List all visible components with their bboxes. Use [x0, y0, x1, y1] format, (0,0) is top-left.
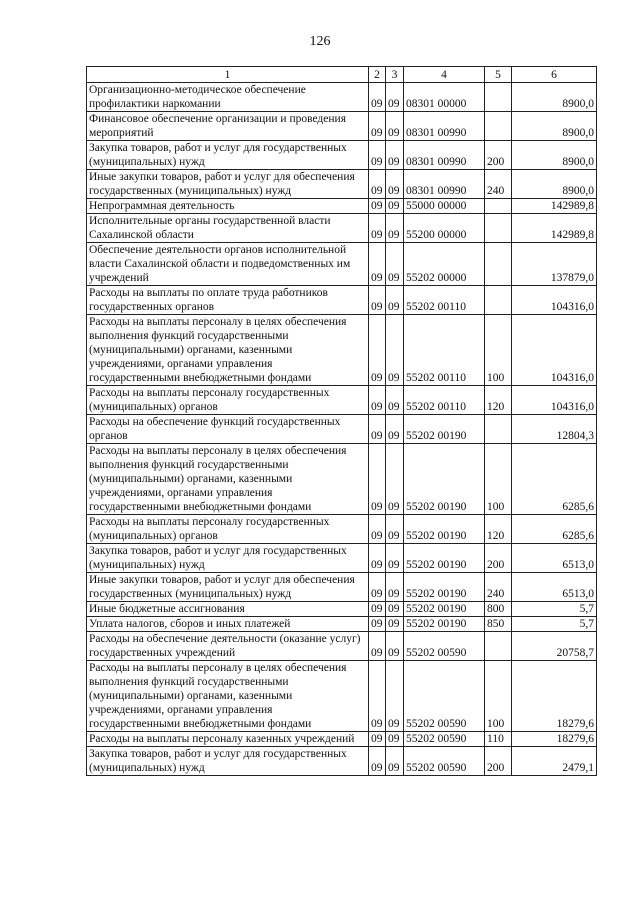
- expense-type-cell: 120: [485, 515, 512, 544]
- amount-cell: 104316,0: [512, 386, 597, 415]
- table-row: [87, 573, 597, 602]
- row-name-cell: Расходы на выплаты персоналу в целях обеспечения выполнения функций государственными (муниципальными) органами, казенными учреждениями, органами управления государственными внебюджетными фондами: [87, 315, 369, 386]
- row-name-cell: Организационно-методическое обеспечение профилактики наркомании: [87, 83, 369, 112]
- amount-cell: 8900,0: [512, 170, 597, 199]
- subsection-code-cell: 09: [386, 515, 404, 544]
- amount-cell: 8900,0: [512, 112, 597, 141]
- expense-type-cell: [485, 83, 512, 112]
- amount-cell: 104316,0: [512, 315, 597, 386]
- amount-cell: 18279,6: [512, 732, 597, 747]
- expense-type-cell: [485, 199, 512, 214]
- section-code-cell: 09: [369, 632, 386, 661]
- subsection-code-cell: 09: [386, 83, 404, 112]
- column-header: 2: [369, 67, 386, 83]
- section-code-cell: 09: [369, 544, 386, 573]
- expense-type-cell: 200: [485, 544, 512, 573]
- row-name-cell: Расходы на обеспечение деятельности (оказание услуг) государственных учреждений: [87, 632, 369, 661]
- target-code-cell: 55202 00190: [404, 444, 485, 515]
- target-code-cell: 55202 00190: [404, 573, 485, 602]
- subsection-code-cell: 09: [386, 199, 404, 214]
- target-code-cell: 55202 00590: [404, 661, 485, 732]
- subsection-code-cell: 09: [386, 243, 404, 286]
- target-code-cell: 08301 00990: [404, 141, 485, 170]
- expense-type-cell: 240: [485, 170, 512, 199]
- table-row: [87, 286, 597, 315]
- target-code-cell: 08301 00990: [404, 112, 485, 141]
- row-name-cell: Закупка товаров, работ и услуг для государственных (муниципальных) нужд: [87, 544, 369, 573]
- budget-table: [86, 66, 597, 776]
- page-number: 126: [309, 34, 331, 49]
- table-row: [87, 444, 597, 515]
- subsection-code-cell: 09: [386, 617, 404, 632]
- table-row: [87, 632, 597, 661]
- table-row: [87, 243, 597, 286]
- amount-cell: 142989,8: [512, 214, 597, 243]
- amount-cell: 104316,0: [512, 286, 597, 315]
- amount-cell: 12804,3: [512, 415, 597, 444]
- expense-type-cell: 100: [485, 444, 512, 515]
- subsection-code-cell: 09: [386, 732, 404, 747]
- row-name-cell: Закупка товаров, работ и услуг для государственных (муниципальных) нужд: [87, 141, 369, 170]
- table-row: [87, 170, 597, 199]
- table-row: [87, 515, 597, 544]
- expense-type-cell: 110: [485, 732, 512, 747]
- subsection-code-cell: 09: [386, 112, 404, 141]
- section-code-cell: 09: [369, 444, 386, 515]
- section-code-cell: 09: [369, 214, 386, 243]
- amount-cell: 137879,0: [512, 243, 597, 286]
- amount-cell: 5,7: [512, 617, 597, 632]
- amount-cell: 2479,1: [512, 747, 597, 776]
- row-name-cell: Обеспечение деятельности органов исполнительной власти Сахалинской области и подведомственных им учреждений: [87, 243, 369, 286]
- subsection-code-cell: 09: [386, 286, 404, 315]
- subsection-code-cell: 09: [386, 141, 404, 170]
- row-name-cell: Закупка товаров, работ и услуг для государственных (муниципальных) нужд: [87, 747, 369, 776]
- row-name-cell: Расходы на обеспечение функций государственных органов: [87, 415, 369, 444]
- row-name-cell: Расходы на выплаты по оплате труда работников государственных органов: [87, 286, 369, 315]
- subsection-code-cell: 09: [386, 444, 404, 515]
- section-code-cell: 09: [369, 573, 386, 602]
- expense-type-cell: 100: [485, 661, 512, 732]
- section-code-cell: 09: [369, 315, 386, 386]
- amount-cell: 6285,6: [512, 515, 597, 544]
- subsection-code-cell: 09: [386, 661, 404, 732]
- table-row: [87, 199, 597, 214]
- table-row: [87, 747, 597, 776]
- target-code-cell: 55202 00590: [404, 747, 485, 776]
- section-code-cell: 09: [369, 661, 386, 732]
- section-code-cell: 09: [369, 170, 386, 199]
- table-row: [87, 112, 597, 141]
- amount-cell: 142989,8: [512, 199, 597, 214]
- expense-type-cell: 200: [485, 747, 512, 776]
- amount-cell: 8900,0: [512, 83, 597, 112]
- amount-cell: 6513,0: [512, 544, 597, 573]
- column-header: 4: [404, 67, 485, 83]
- section-code-cell: 09: [369, 141, 386, 170]
- expense-type-cell: [485, 632, 512, 661]
- expense-type-cell: 800: [485, 602, 512, 617]
- row-name-cell: Иные закупки товаров, работ и услуг для обеспечения государственных (муниципальных) нужд: [87, 170, 369, 199]
- row-name-cell: Расходы на выплаты персоналу государственных (муниципальных) органов: [87, 515, 369, 544]
- row-name-cell: Иные закупки товаров, работ и услуг для обеспечения государственных (муниципальных) нужд: [87, 573, 369, 602]
- target-code-cell: 08301 00000: [404, 83, 485, 112]
- subsection-code-cell: 09: [386, 170, 404, 199]
- table-row: [87, 315, 597, 386]
- column-header: 3: [386, 67, 404, 83]
- expense-type-cell: [485, 243, 512, 286]
- table-row: [87, 617, 597, 632]
- column-header: 5: [485, 67, 512, 83]
- section-code-cell: 09: [369, 83, 386, 112]
- section-code-cell: 09: [369, 415, 386, 444]
- target-code-cell: 55202 00590: [404, 632, 485, 661]
- target-code-cell: 55202 00590: [404, 732, 485, 747]
- subsection-code-cell: 09: [386, 415, 404, 444]
- subsection-code-cell: 09: [386, 214, 404, 243]
- expense-type-cell: 200: [485, 141, 512, 170]
- table-row: [87, 386, 597, 415]
- subsection-code-cell: 09: [386, 573, 404, 602]
- row-name-cell: Финансовое обеспечение организации и проведения мероприятий: [87, 112, 369, 141]
- row-name-cell: Расходы на выплаты персоналу в целях обеспечения выполнения функций государственными (муниципальными) органами, казенными учреждениями, органами управления государственными внебюджетными фондами: [87, 661, 369, 732]
- subsection-code-cell: 09: [386, 602, 404, 617]
- target-code-cell: 55202 00190: [404, 515, 485, 544]
- expense-type-cell: 100: [485, 315, 512, 386]
- table-row: [87, 602, 597, 617]
- row-name-cell: Исполнительные органы государственной власти Сахалинской области: [87, 214, 369, 243]
- row-name-cell: Расходы на выплаты персоналу казенных учреждений: [87, 732, 369, 747]
- section-code-cell: 09: [369, 732, 386, 747]
- target-code-cell: 55202 00110: [404, 315, 485, 386]
- target-code-cell: 55202 00110: [404, 386, 485, 415]
- section-code-cell: 09: [369, 617, 386, 632]
- row-name-cell: Расходы на выплаты персоналу в целях обеспечения выполнения функций государственными (муниципальными) органами, казенными учреждениями, органами управления государственными внебюджетными фондами: [87, 444, 369, 515]
- expense-type-cell: [485, 214, 512, 243]
- expense-type-cell: 120: [485, 386, 512, 415]
- target-code-cell: 55202 00110: [404, 286, 485, 315]
- amount-cell: 8900,0: [512, 141, 597, 170]
- expense-type-cell: 850: [485, 617, 512, 632]
- row-name-cell: Расходы на выплаты персоналу государственных (муниципальных) органов: [87, 386, 369, 415]
- target-code-cell: 55200 00000: [404, 214, 485, 243]
- table-row: [87, 415, 597, 444]
- expense-type-cell: [485, 415, 512, 444]
- target-code-cell: 55202 00000: [404, 243, 485, 286]
- subsection-code-cell: 09: [386, 386, 404, 415]
- subsection-code-cell: 09: [386, 632, 404, 661]
- expense-type-cell: [485, 286, 512, 315]
- target-code-cell: 55202 00190: [404, 415, 485, 444]
- section-code-cell: 09: [369, 602, 386, 617]
- table-row: [87, 141, 597, 170]
- section-code-cell: 09: [369, 747, 386, 776]
- table-row: [87, 544, 597, 573]
- section-code-cell: 09: [369, 515, 386, 544]
- amount-cell: 20758,7: [512, 632, 597, 661]
- amount-cell: 18279,6: [512, 661, 597, 732]
- section-code-cell: 09: [369, 386, 386, 415]
- amount-cell: 6513,0: [512, 573, 597, 602]
- target-code-cell: 55202 00190: [404, 544, 485, 573]
- table-row: [87, 661, 597, 732]
- section-code-cell: 09: [369, 243, 386, 286]
- target-code-cell: 08301 00990: [404, 170, 485, 199]
- section-code-cell: 09: [369, 199, 386, 214]
- target-code-cell: 55202 00190: [404, 602, 485, 617]
- row-name-cell: Уплата налогов, сборов и иных платежей: [87, 617, 369, 632]
- section-code-cell: 09: [369, 286, 386, 315]
- table-row: [87, 732, 597, 747]
- table-row: [87, 214, 597, 243]
- table-row: [87, 83, 597, 112]
- column-header: 6: [512, 67, 597, 83]
- target-code-cell: 55202 00190: [404, 617, 485, 632]
- amount-cell: 6285,6: [512, 444, 597, 515]
- header-row: [87, 67, 597, 83]
- subsection-code-cell: 09: [386, 747, 404, 776]
- expense-type-cell: 240: [485, 573, 512, 602]
- expense-type-cell: [485, 112, 512, 141]
- column-header: 1: [87, 67, 369, 83]
- row-name-cell: Непрограммная деятельность: [87, 199, 369, 214]
- subsection-code-cell: 09: [386, 544, 404, 573]
- amount-cell: 5,7: [512, 602, 597, 617]
- section-code-cell: 09: [369, 112, 386, 141]
- target-code-cell: 55000 00000: [404, 199, 485, 214]
- row-name-cell: Иные бюджетные ассигнования: [87, 602, 369, 617]
- subsection-code-cell: 09: [386, 315, 404, 386]
